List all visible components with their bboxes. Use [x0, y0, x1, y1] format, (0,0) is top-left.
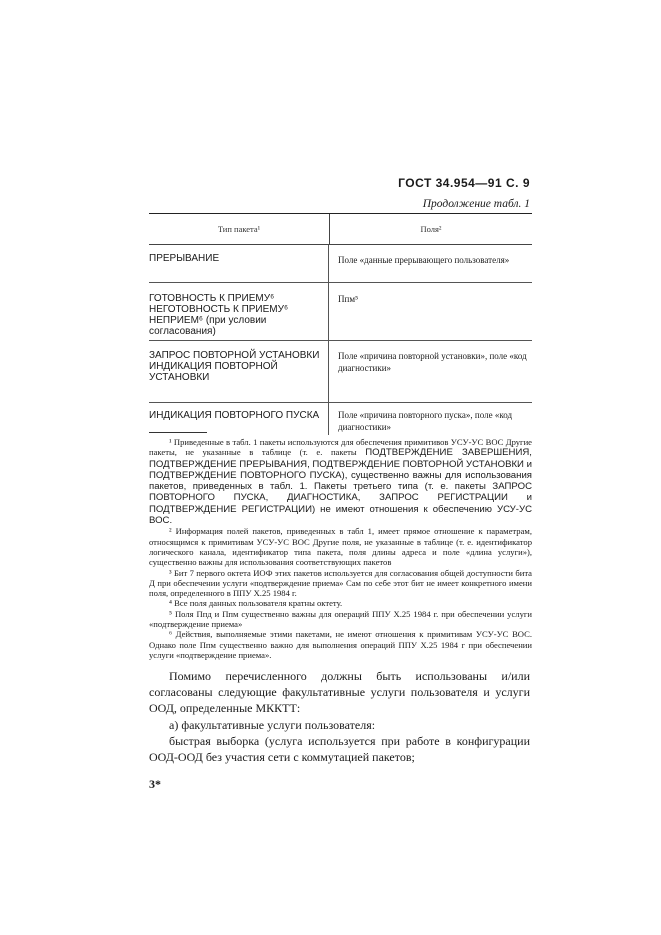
footnote-4: ⁴ Все поля данных пользователя кратны октету.	[169, 598, 343, 609]
table-row	[149, 245, 532, 282]
footnote-5: ⁵ Поля Ппд и Ппм существенно важны для операций ППУ Х.25 1984 г. при обеспечении услуги «подтверждение приема»	[149, 608, 532, 630]
column-header-fields: Поля²	[420, 224, 442, 234]
cell-fields: Поле «данные прерывающего пользователя»	[338, 255, 510, 265]
table-row	[149, 283, 532, 340]
page-signature-mark: 3*	[149, 777, 161, 791]
cell-packet-type: ИНДИКАЦИЯ ПОВТОРНОГО ПУСКА	[149, 403, 329, 435]
footnote-1: ¹ Приведенные в табл. 1 пакеты используются для обеспечения примитивов УСУ-УС ВОС Другие пакеты, не указанные в таблице (т. е. пакеты ПОДТВЕРЖДЕНИЕ ЗАВЕРШЕНИЯ, ПОДТВЕРЖДЕНИЕ ПРЕРЫВАНИЯ, ПОДТВЕРЖДЕНИЕ ПОВТОРНОЙ УСТАНОВКИ и ПОДТВЕРЖДЕНИЕ ПОВТОРНОГО ПУСКА), существенно важны для использования пакетов, приведенных в табл. 1. Пакеты третьего типа (т. е. пакеты ЗАПРОС ПОВТОРНОГО ПУСКА, ДИАГНОСТИКА, ЗАПРОС РЕГИСТРАЦИИ и ПОДТВЕРЖДЕНИЕ РЕГИСТРАЦИИ) не имеют отношения к обеспечению УСУ-УС ВОС.	[149, 437, 532, 527]
cell-fields: Поле «причина повторной установки», поле «код диагностики»	[338, 351, 527, 373]
table-row	[149, 403, 532, 435]
body-paragraph: Помимо перечисленного должны быть использованы и/или согласованы следующие факультативные услуги пользователя и услуги ООД, определенные МККТТ:	[149, 669, 530, 716]
footnote-3: ³ Бит 7 первого октета ИОФ этих пакетов используется для согласования общей доступности бита Д при обеспечении услуги «подтверждение приема» Сам по себе этот бит не имеет конкретного имени поля, определенного в ППУ Х.25 1984 г.	[149, 567, 532, 599]
cell-fields: Поле «причина повторного пуска», поле «код диагностики»	[338, 410, 513, 432]
table-footnotes	[149, 432, 532, 660]
cell-packet-type: ЗАПРОС ПОВТОРНОЙ УСТАНОВКИ ИНДИКАЦИЯ ПОВТОРНОЙ УСТАНОВКИ	[149, 341, 329, 402]
table-header-row	[149, 214, 532, 245]
page-header-standard: ГОСТ 34.954—91 С. 9	[398, 176, 530, 190]
footnote-6: ⁶ Действия, выполняемые этими пакетами, не имеют отношения к примитивам УСУ-УС ВОС. Однако поле Ппм существенно важно для выполнения операций ППУ Х.25 1984 г при обеспечении услуги «подтверждение приема».	[149, 629, 532, 660]
cell-packet-type: ГОТОВНОСТЬ К ПРИЕМУ⁶ НЕГОТОВНОСТЬ К ПРИЕМУ⁶ НЕПРИЕМ⁶ (при условии согласования)	[149, 283, 329, 340]
footnote-rule	[149, 432, 207, 433]
body-paragraph: быстрая выборка (услуга используется при работе в конфигурации ООД-ООД без участия сети с коммутацией пакетов;	[149, 733, 530, 765]
table-continuation-label: Продолжение табл. 1	[422, 198, 530, 210]
footnote-2: ² Информация полей пакетов, приведенных в табл 1, имеет прямое отношение к параметрам, относящимся к примитивам УСУ-УС ВОС Другие поля, не указанные в таблице (т. е. идентификатор логического канала, идентификатор типа пакета, поля длины адреса и поле «длина услуги»), существенно важны для использования соответствующих пакетов	[149, 526, 532, 568]
body-text	[149, 668, 530, 765]
column-header-packet-type: Тип пакета¹	[149, 214, 330, 244]
body-paragraph: а) факультативные услуги пользователя:	[169, 717, 376, 732]
table-row	[149, 341, 532, 402]
packet-fields-table	[149, 213, 532, 435]
cell-fields: Ппм⁵	[338, 294, 359, 304]
cell-packet-type: ПРЕРЫВАНИЕ	[149, 245, 329, 282]
